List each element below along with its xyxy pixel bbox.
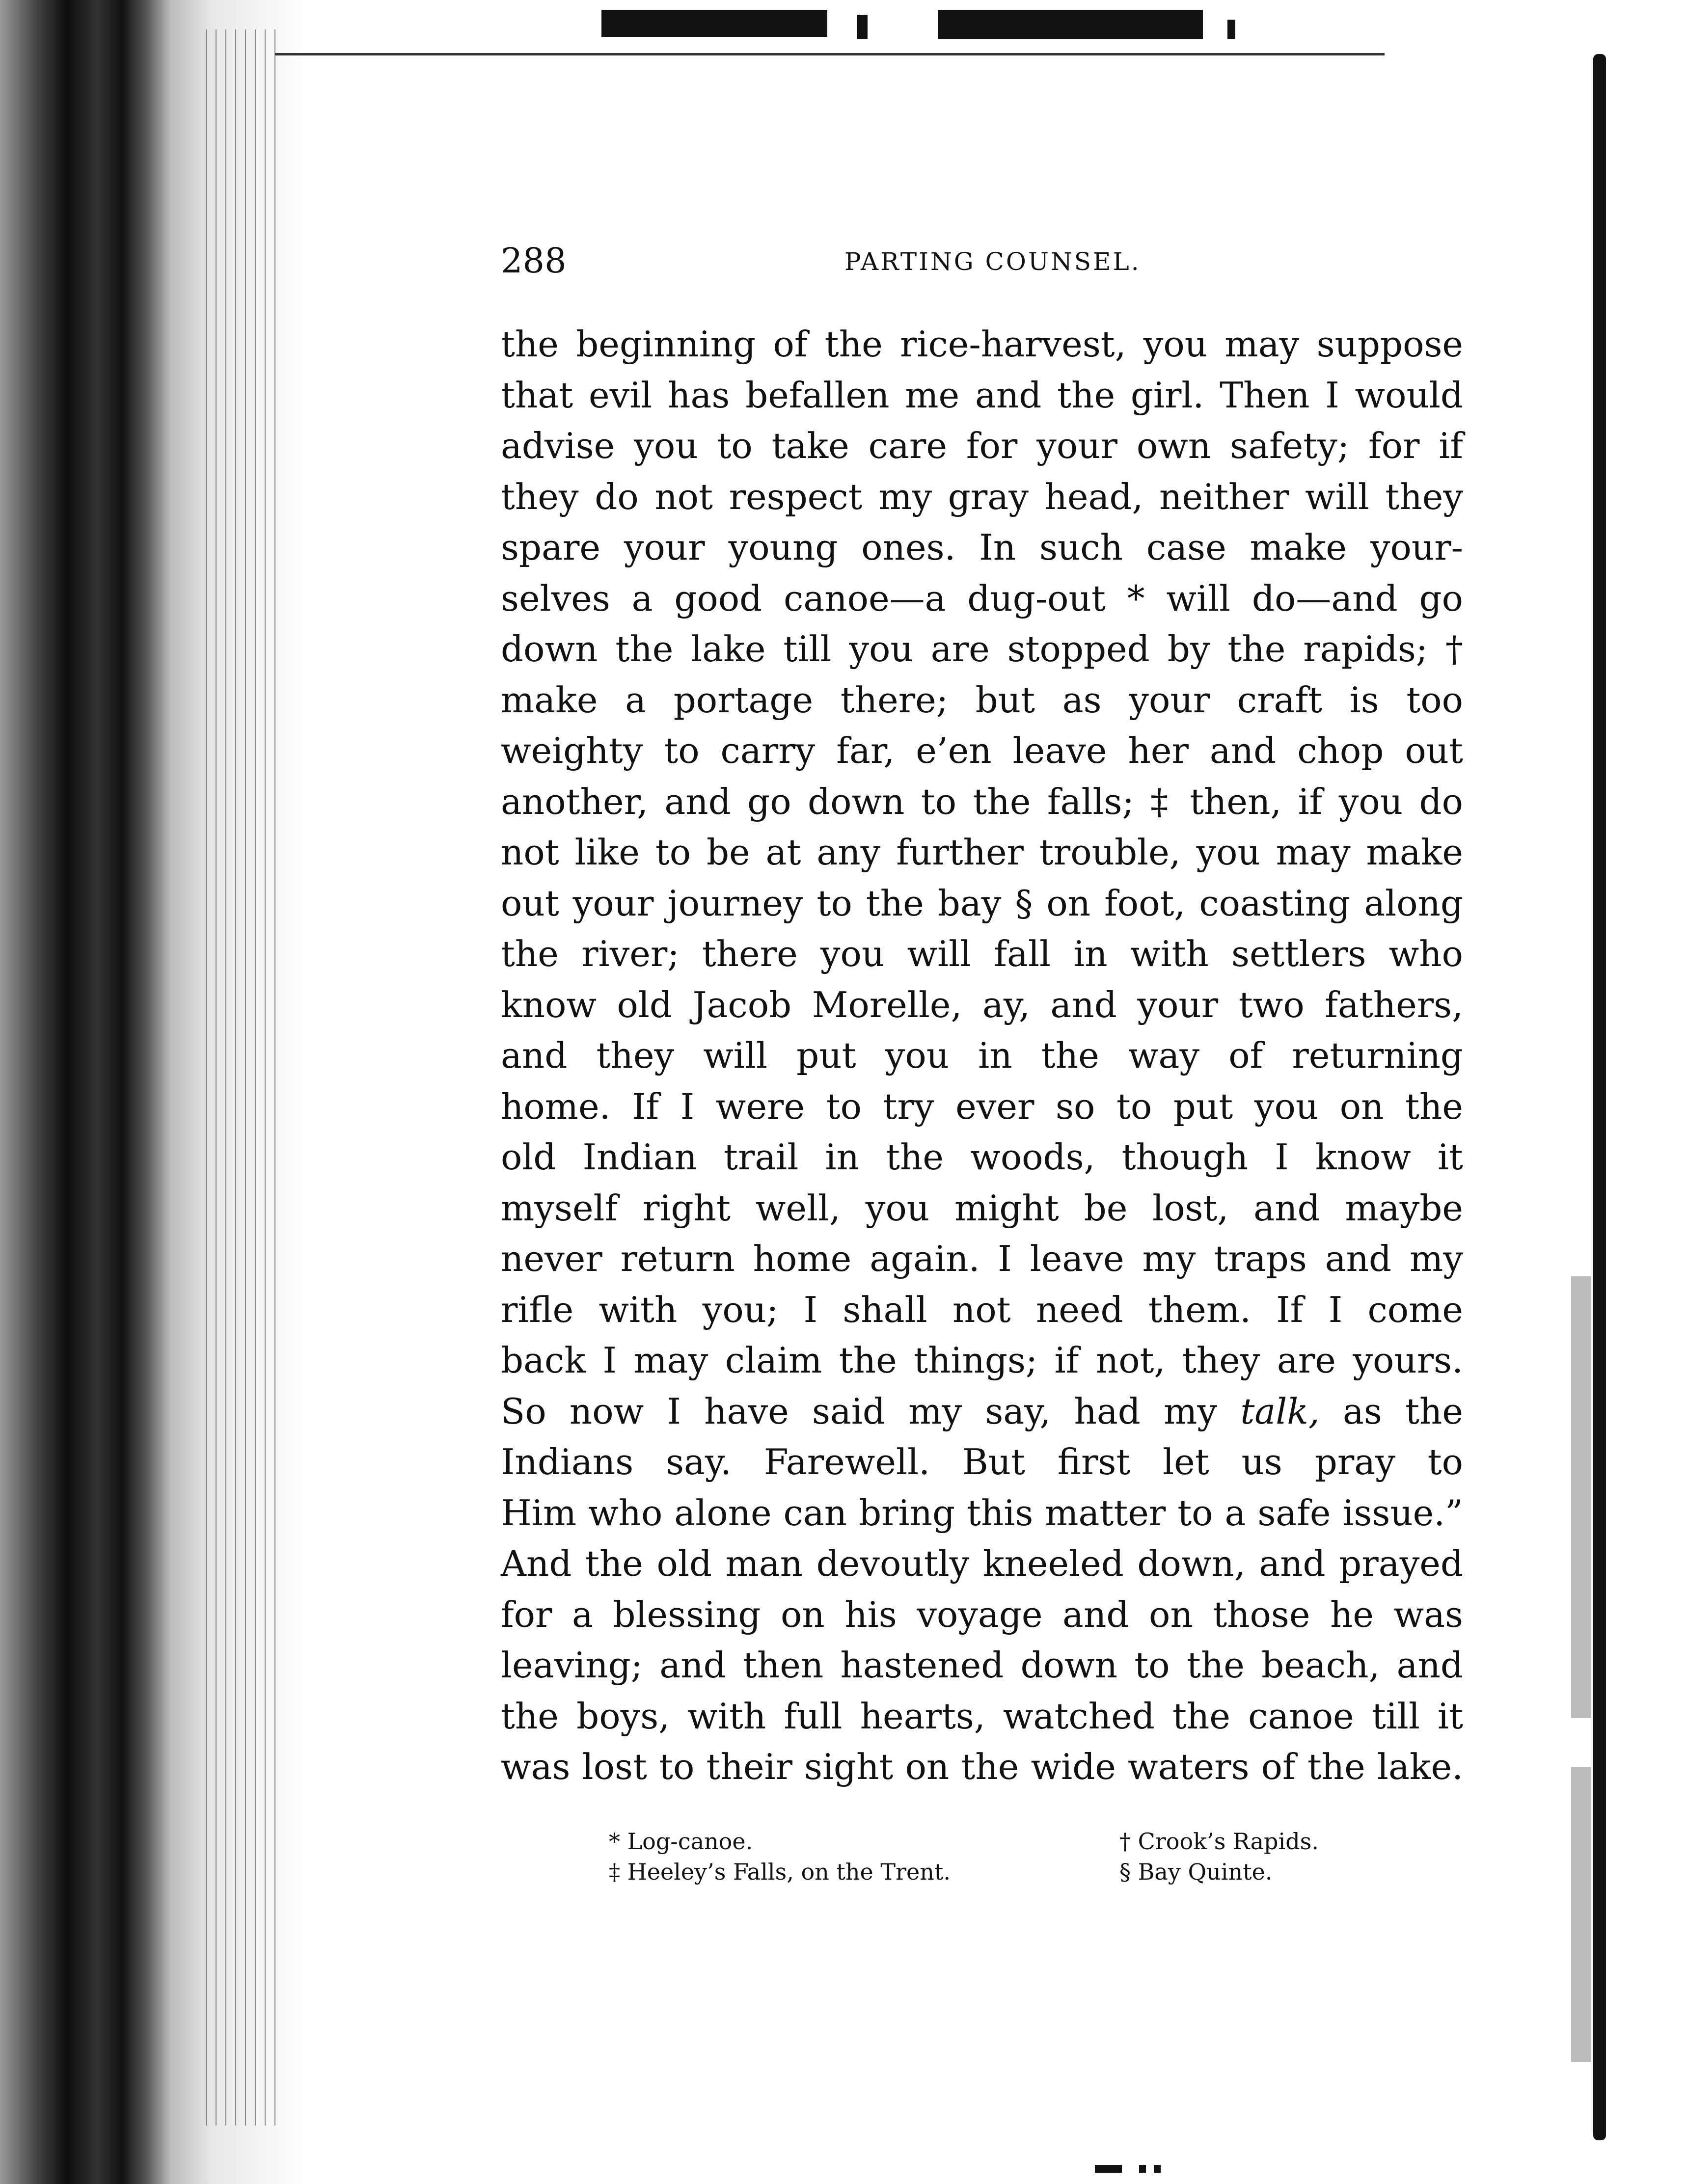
- text-segment: as the: [1319, 1390, 1463, 1432]
- text-line: never return home again. I leave my traps and my: [501, 1238, 1463, 1279]
- right-edge-speck: [1571, 1767, 1591, 2062]
- text-line: old Indian trail in the woods, though I know it: [501, 1136, 1463, 1178]
- text-line: the boys, with full hearts, watched the canoe till it: [501, 1695, 1463, 1737]
- bottom-scan-mark: [1095, 2165, 1122, 2173]
- italic-word: talk,: [1240, 1390, 1320, 1432]
- text-line: spare your young ones. In such case make your-: [501, 527, 1463, 568]
- bottom-scan-mark: [1154, 2165, 1161, 2173]
- page-number: 288: [501, 241, 567, 281]
- page-header: [501, 241, 1463, 285]
- text-line: was lost to their sight on the wide waters of the lake.: [501, 1746, 1463, 1787]
- text-line: selves a good canoe—a dug-out * will do—and go: [501, 577, 1463, 619]
- text-line: and they will put you in the way of returning: [501, 1035, 1463, 1076]
- running-head: PARTING COUNSEL.: [844, 247, 1141, 276]
- text-line: home. If I were to try ever so to put you on the: [501, 1085, 1463, 1127]
- top-scan-rule: [275, 53, 1385, 55]
- text-line: the beginning of the rice-harvest, you may suppose: [501, 324, 1463, 365]
- text-line: they do not respect my gray head, neither will they: [501, 476, 1463, 517]
- text-line-with-italic: [501, 1386, 1463, 1437]
- text-line: another, and go down to the falls; ‡ then, if you do: [501, 781, 1463, 822]
- right-page-edge: [1593, 54, 1606, 2140]
- text-line: not like to be at any further trouble, you may make: [501, 832, 1463, 873]
- top-scan-mark: [857, 15, 868, 39]
- text-line: weighty to carry far, e’en leave her and chop out: [501, 730, 1463, 771]
- footnotes: [609, 1826, 1370, 1887]
- text-line: leaving; and then hastened down to the beach, and: [501, 1645, 1463, 1686]
- top-scan-mark: [1227, 20, 1235, 39]
- top-scan-mark: [938, 10, 1203, 39]
- text-line: Indians say. Farewell. But first let us pray to: [501, 1441, 1463, 1483]
- footnote: † Crook’s Rapids.: [1119, 1828, 1319, 1855]
- text-line: make a portage there; but as your craft is too: [501, 679, 1463, 721]
- text-line: down the lake till you are stopped by the rapids; †: [501, 628, 1463, 670]
- footnote: * Log-canoe.: [609, 1828, 753, 1855]
- text-line: back I may claim the things; if not, they are yours.: [501, 1340, 1463, 1381]
- text-line: advise you to take care for your own safety; for if: [501, 425, 1463, 466]
- text-line: And the old man devoutly kneeled down, and prayed: [501, 1543, 1463, 1584]
- text-segment: So now I have said my say, had my: [501, 1390, 1241, 1432]
- top-scan-mark: [601, 10, 827, 37]
- book-binding-shadow: [0, 0, 304, 2184]
- bottom-scan-mark: [1139, 2165, 1146, 2173]
- footnote: § Bay Quinte.: [1119, 1859, 1273, 1885]
- text-line: out your journey to the bay § on foot, coasting along: [501, 882, 1463, 924]
- footnote: ‡ Heeley’s Falls, on the Trent.: [609, 1859, 951, 1885]
- text-line: know old Jacob Morelle, ay, and your two fathers,: [501, 984, 1463, 1025]
- text-line: the river; there you will fall in with settlers who: [501, 933, 1463, 974]
- text-line: for a blessing on his voyage and on those he was: [501, 1593, 1463, 1635]
- text-line: rifle with you; I shall not need them. If I come: [501, 1289, 1463, 1330]
- text-line: that evil has befallen me and the girl. Then I would: [501, 374, 1463, 416]
- text-line: myself right well, you might be lost, and maybe: [501, 1187, 1463, 1229]
- right-edge-speck: [1571, 1276, 1591, 1718]
- body-text: [501, 319, 1463, 1793]
- text-line: Him who alone can bring this matter to a safe issue.”: [501, 1492, 1463, 1534]
